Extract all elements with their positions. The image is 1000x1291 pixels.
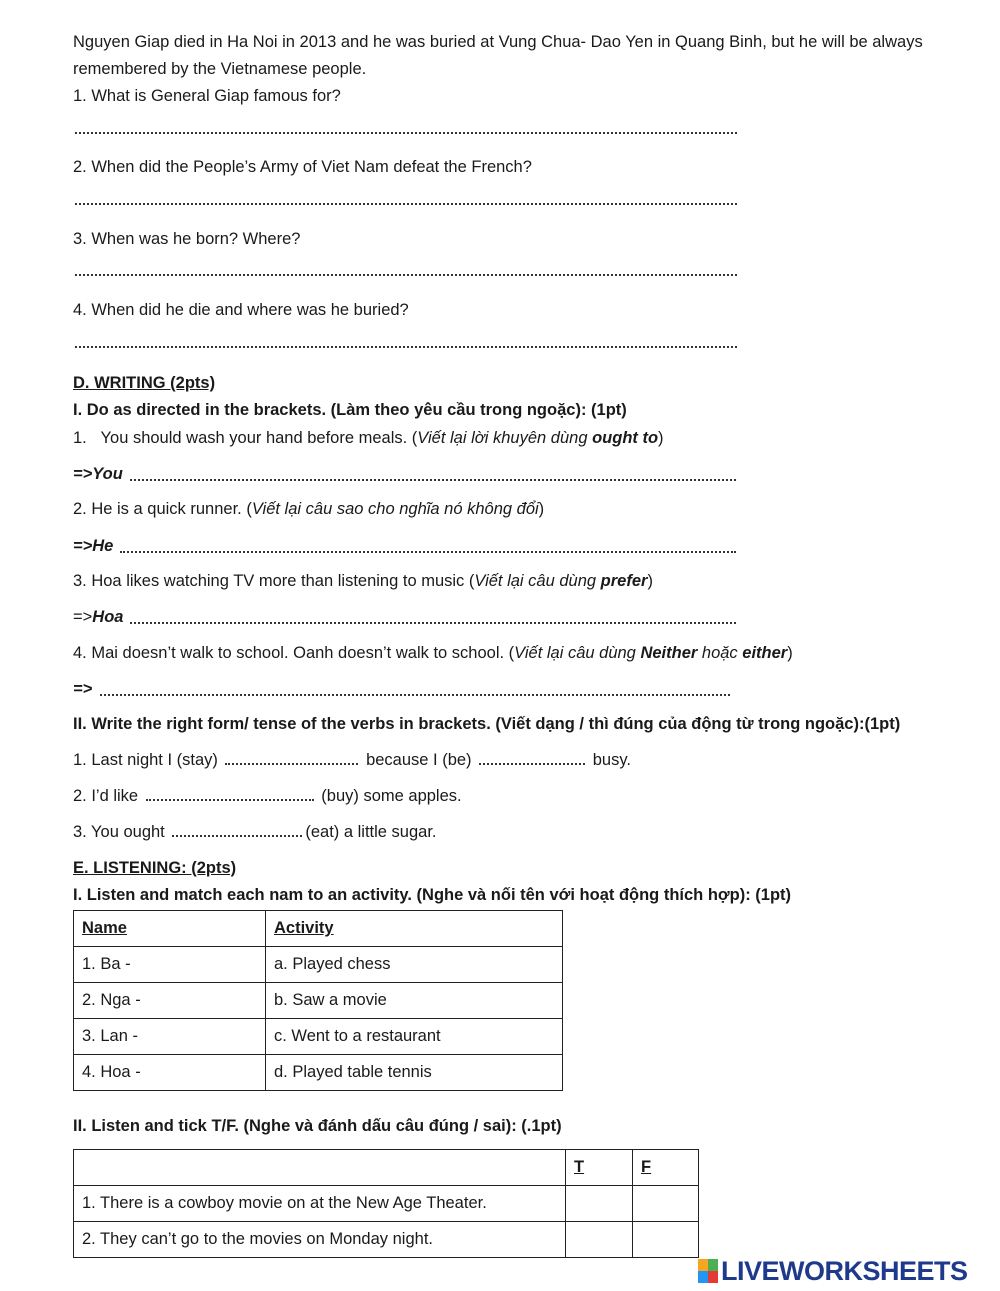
writing-title: D. WRITING (2pts) [73,374,216,392]
verb-item-3: 3. You ought (eat) a little sugar. [73,823,437,841]
item-text: 3. Hoa likes watching TV more than listening to music ( [73,572,475,590]
verb-blank[interactable] [146,787,314,801]
item-number: 1. [73,429,87,447]
item-instruction: Viết lại câu dùng [474,572,601,590]
match-table [73,910,563,1091]
answer-line-3[interactable] [75,274,737,276]
table-row [74,1019,563,1055]
logo-text: LIVEWORKSHEETS [721,1255,968,1286]
listening-part1-title: I. Listen and match each nam to an activity. (Nghe và nối tên với hoạt động thích hợp): (1pt) [73,886,792,904]
writing-part2-title: II. Write the right form/ tense of the verbs in brackets. (Viết dạng / thì đúng của động từ trong ngoặc):(1pt) [73,715,901,733]
writing-answer-line-3[interactable] [130,622,736,624]
answer-arrow: => [73,608,93,626]
table-row [74,1055,563,1091]
item-keyword: Neither [640,644,698,662]
question-2: 2. When did the People’s Army of Viet Nam defeat the French? [73,158,532,176]
item-text: 4. Mai doesn’t walk to school. Oanh doesn’t walk to school. ( [73,644,515,662]
verb-item-2: 2. I’d like (buy) some apples. [73,787,462,805]
logo-mark-icon [698,1259,718,1283]
tf-true-cell[interactable] [566,1222,633,1258]
match-activity[interactable]: b. Saw a movie [266,983,563,1019]
answer-prefix: => [73,680,93,698]
verb-item-1: 1. Last night I (stay) because I (be) busy. [73,751,631,769]
question-3: 3. When was he born? Where? [73,230,301,248]
writing-part1-title: I. Do as directed in the brackets. (Làm theo yêu cầu trong ngoặc): (1pt) [73,401,627,419]
match-name[interactable]: 3. Lan - [74,1019,266,1055]
listening-part2-title: II. Listen and tick T/F. (Nghe và đánh dấu câu đúng / sai): (.1pt) [73,1117,562,1135]
question-4: 4. When did he die and where was he buried? [73,301,409,319]
writing-answer-line-2[interactable] [120,551,736,553]
answer-prefix: =>You [73,465,123,483]
writing-answer-line-4[interactable] [100,694,730,696]
table-header-row [74,911,563,947]
table-header-row [74,1150,699,1186]
item-instruction: Viết lại lời khuyên dùng [417,429,593,447]
header-true: T [566,1150,633,1186]
answer-line-4[interactable] [75,346,737,348]
tf-statement: 2. They can’t go to the movies on Monday night. [74,1222,566,1258]
logo-square-icon [708,1271,718,1283]
writing-answer-3 [73,607,123,627]
header-activity: Activity [266,911,563,947]
answer-line-1[interactable] [75,132,737,134]
header-name: Name [74,911,266,947]
question-1: 1. What is General Giap famous for? [73,87,341,105]
match-name[interactable]: 1. Ba - [74,947,266,983]
writing-item-3: 3. Hoa likes watching TV more than listening to music (Viết lại câu dùng prefer) [73,572,653,590]
tf-statement: 1. There is a cowboy movie on at the New Age Theater. [74,1186,566,1222]
tf-false-cell[interactable] [633,1186,699,1222]
logo-square-icon [708,1259,718,1271]
logo-square-icon [698,1259,708,1271]
writing-answer-4 [73,679,92,699]
writing-item-4: 4. Mai doesn’t walk to school. Oanh doesn’t walk to school. (Viết lại câu dùng Neither hoặc either) [73,644,793,662]
tf-false-cell[interactable] [633,1222,699,1258]
item-keyword-2: either [742,644,788,662]
table-row [74,1186,699,1222]
table-row [74,947,563,983]
writing-answer-2 [73,536,113,556]
listening-title: E. LISTENING: (2pts) [73,859,237,877]
verb-blank[interactable] [172,823,302,837]
reading-intro: Nguyen Giap died in Ha Noi in 2013 and he was buried at Vung Chua- Dao Yen in Quang Binh, but he will be always remembered by the Vietnamese people. [73,33,923,78]
item-instruction: Viết lại câu dùng [514,644,641,662]
tf-table [73,1149,699,1258]
item-text: 2. He is a quick runner. ( [73,500,252,518]
writing-item-1: 1. You should wash your hand before meals. (Viết lại lời khuyên dùng ought to) [73,429,664,447]
header-false: F [633,1150,699,1186]
item-keyword: ought to [592,429,659,447]
item-text: You should wash your hand before meals. ( [100,429,418,447]
match-activity[interactable]: c. Went to a restaurant [266,1019,563,1055]
liveworksheets-logo[interactable] [698,1256,968,1286]
answer-prefix: =>He [73,537,114,555]
logo-square-icon [698,1271,708,1283]
item-keyword: prefer [600,572,648,590]
item-instruction: Viết lại câu sao cho nghĩa nó không đổi [251,500,539,518]
tf-true-cell[interactable] [566,1186,633,1222]
match-name[interactable]: 4. Hoa - [74,1055,266,1091]
answer-line-2[interactable] [75,203,737,205]
answer-name: Hoa [92,608,124,626]
match-name[interactable]: 2. Nga - [74,983,266,1019]
table-row [74,983,563,1019]
table-row [74,1222,699,1258]
match-activity[interactable]: d. Played table tennis [266,1055,563,1091]
writing-item-2: 2. He is a quick runner. (Viết lại câu sao cho nghĩa nó không đổi) [73,500,545,518]
writing-answer-1 [73,464,123,484]
verb-blank[interactable] [479,751,585,765]
verb-blank[interactable] [225,751,358,765]
writing-answer-line-1[interactable] [130,479,736,481]
match-activity[interactable]: a. Played chess [266,947,563,983]
